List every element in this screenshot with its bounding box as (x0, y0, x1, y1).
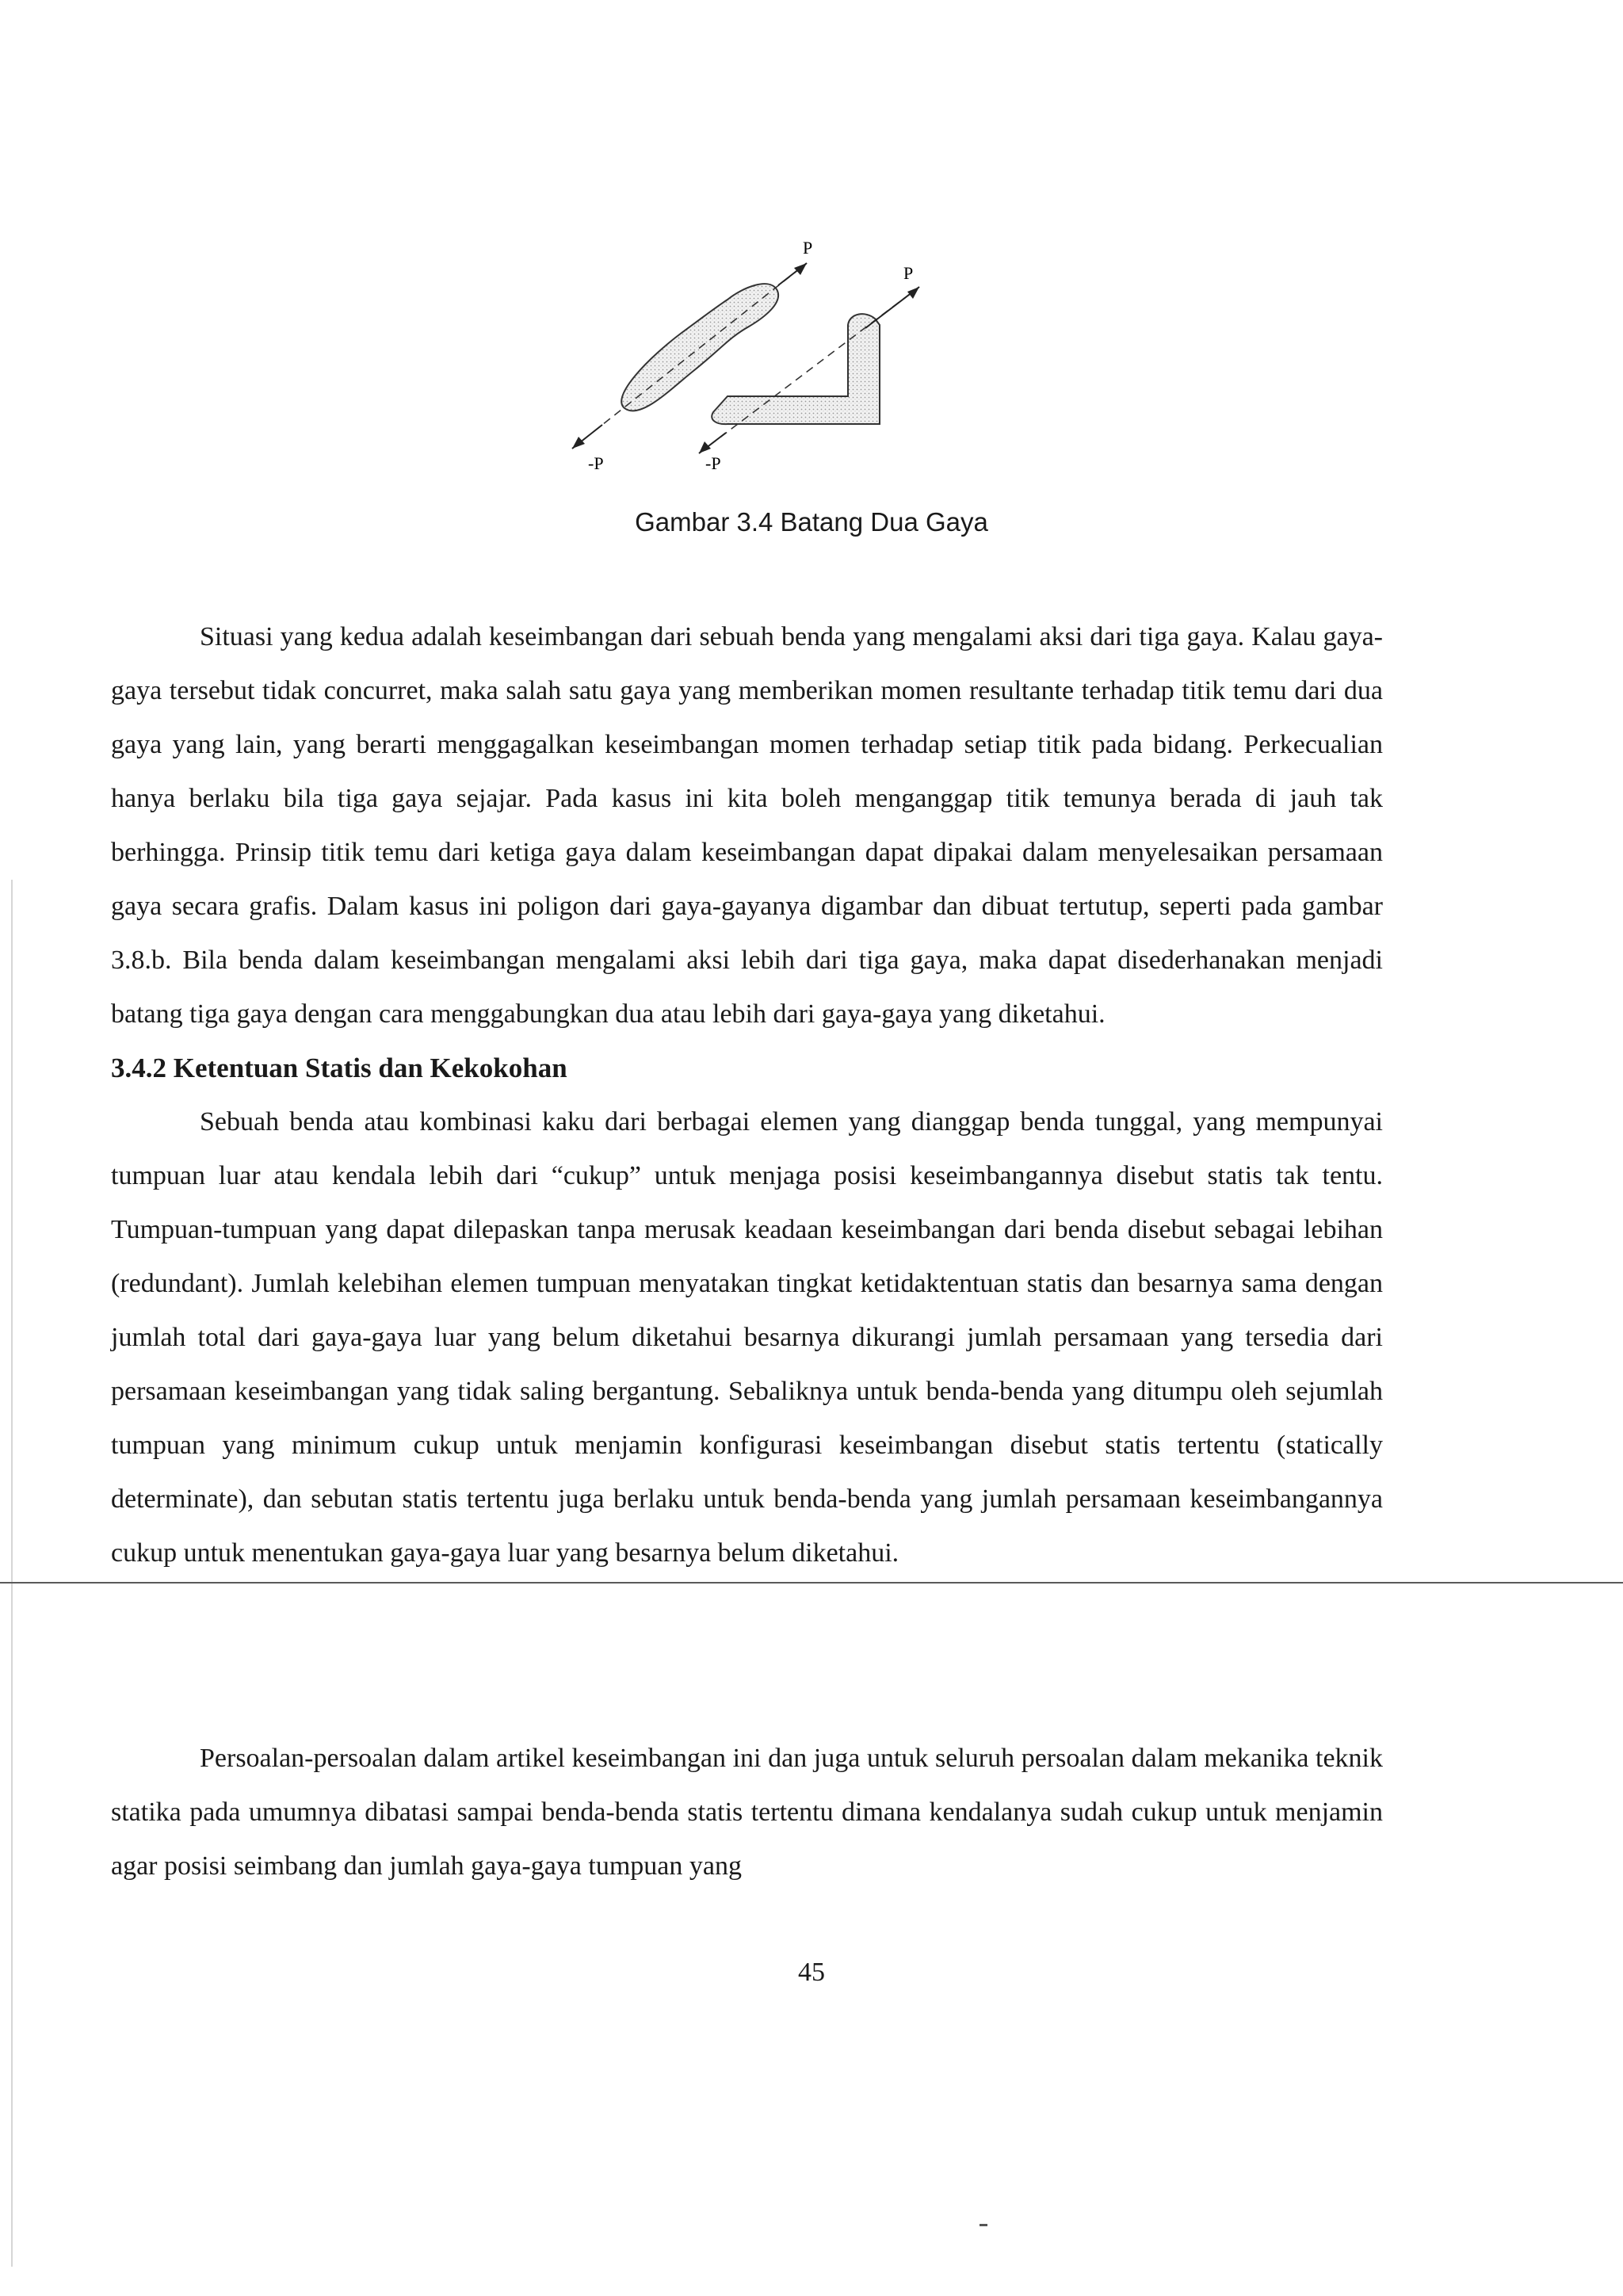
force-arrow-minus-p-head (572, 437, 585, 449)
scan-speck (980, 2224, 987, 2226)
paragraph-three-force: Situasi yang kedua adalah keseimbangan dari sebuah benda yang mengalami aksi dari tiga gaya. Kalau gaya-gaya tersebut tidak concurret, maka salah satu gaya yang memberikan momen resultante terhadap titik temu dari dua gaya yang lain, yang berarti menggagalkan keseimbangan momen terhadap setiap titik pada bidang. Perkecualian hanya berlaku bila tiga gaya sejajar. Pada kasus ini kita boleh menganggap titik temunya berada di jauh tak berhingga. Prinsip titik temu dari ketiga gaya dalam keseimbangan dapat dipakai dalam menyelesaikan persamaan gaya secara grafis. Dalam kasus ini poligon dari gaya-gayanya digambar dan dibuat tertutup, seperti pada gambar 3.8.b. Bila benda dalam keseimbangan mengalami aksi lebih dari tiga gaya, maka dapat disederhanakan menjadi batang tiga gaya dengan cara menggabungkan dua atau lebih dari gaya-gaya yang diketahui. (111, 622, 1383, 1029)
paragraph-scope: Persoalan-persoalan dalam artikel keseimbangan ini dan juga untuk seluruh persoalan dalam mekanika teknik statika pada umumnya dibatasi sampai benda-benda statis tertentu dimana kendalanya sudah cukup untuk menjamin agar posisi seimbang dan jumlah gaya-gaya tumpuan yang (111, 1744, 1383, 1881)
bracket-force-arrow-minus-p-head (699, 441, 711, 453)
figure-drawing (555, 230, 967, 483)
label-bracket-p: P (903, 263, 914, 283)
scan-artifact-rule (0, 1582, 1623, 1584)
label-bar-minus-p: -P (588, 453, 604, 473)
section-heading: 3.4.2 Ketentuan Statis dan Kekokohan (111, 1052, 567, 1083)
bracket-force-arrow-p-head (907, 287, 919, 299)
two-force-member-figure (555, 230, 967, 483)
scan-edge-line (11, 880, 13, 2267)
figure-caption: Gambar 3.4 Batang Dua Gaya (635, 507, 988, 537)
body-text-section-2 (111, 1732, 1383, 1893)
body-text-section-1 (111, 610, 1383, 1580)
force-arrow-p-head (794, 263, 807, 275)
paragraph-static-determinacy: Sebuah benda atau kombinasi kaku dari berbagai elemen yang dianggap benda tunggal, yang mempunyai tumpuan luar atau kendala lebih dari “cukup” untuk menjaga posisi keseimbangannya disebut statis tak tentu. Tumpuan-tumpuan yang dapat dilepaskan tanpa merusak keadaan keseimbangan dari benda disebut sebagai lebihan (redundant). Jumlah kelebihan elemen tumpuan menyatakan tingkat ketidaktentuan statis dan besarnya sama dengan jumlah total dari gaya-gaya luar yang belum diketahui besarnya dikurangi jumlah persamaan yang tersedia dari persamaan keseimbangan yang tidak saling bergantung. Sebaliknya untuk benda-benda yang ditumpu oleh sejumlah tumpuan yang minimum cukup untuk menjamin konfigurasi keseimbangan disebut statis tertentu (statically determinate), dan sebutan statis tertentu juga berlaku untuk benda-benda yang jumlah persamaan keseimbangannya cukup untuk menentukan gaya-gaya luar yang besarnya belum diketahui. (111, 1107, 1383, 1568)
label-bracket-minus-p: -P (705, 453, 721, 473)
label-bar-p: P (803, 238, 813, 258)
page-number: 45 (798, 1958, 825, 1987)
